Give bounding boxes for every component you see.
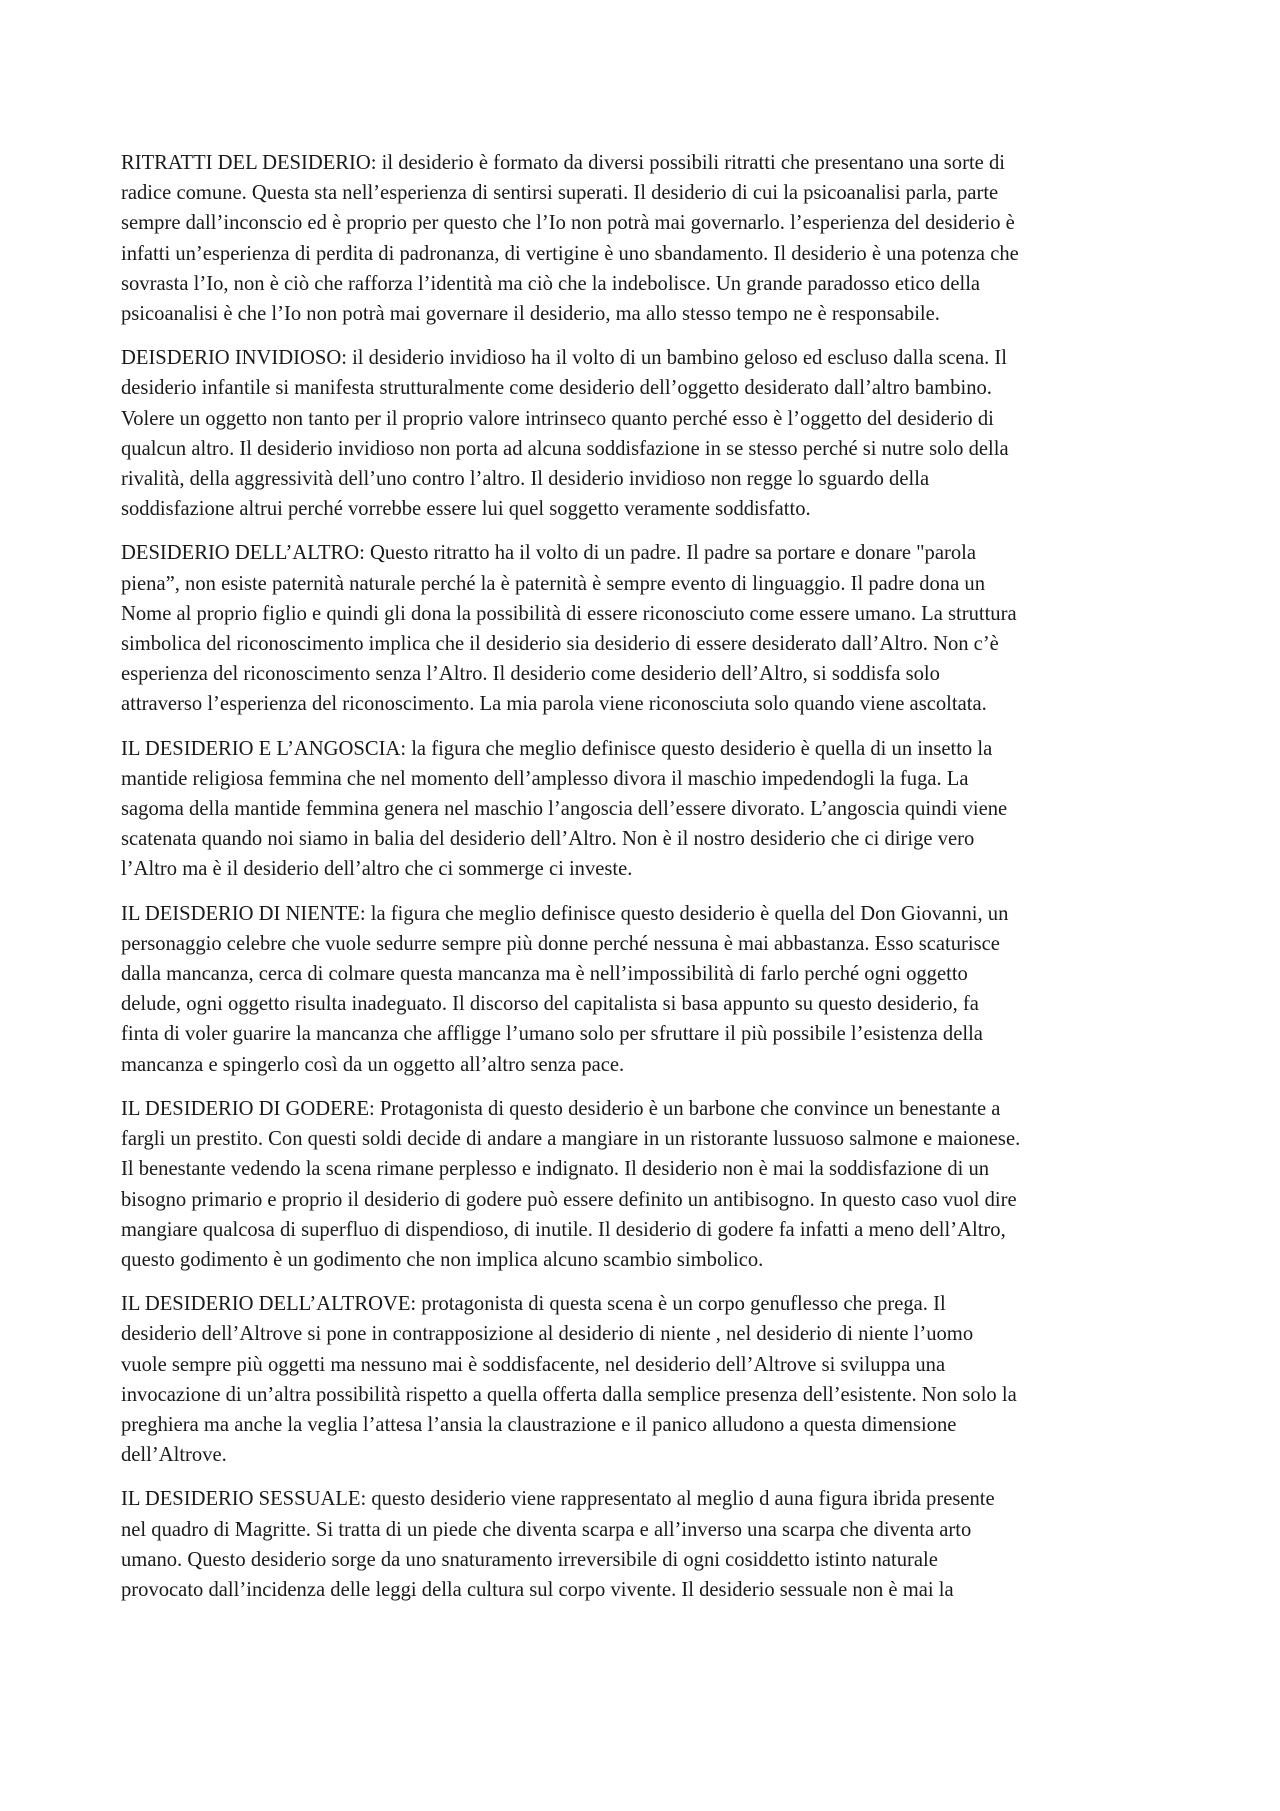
text-line: personaggio celebre che vuole sedurre sempre più donne perché nessuna è mai abbastanza. Esso scaturisce bbox=[121, 932, 1000, 955]
text-line: IL DESIDERIO DELL’ALTROVE: protagonista di questa scena è un corpo genuflesso che prega. Il bbox=[121, 1293, 946, 1316]
text-line: umano. Questo desiderio sorge da uno snaturamento irreversibile di ogni cosiddetto istinto naturale bbox=[121, 1548, 938, 1571]
paragraph-desiderio-invidioso bbox=[121, 343, 1161, 524]
paragraph-desiderio-di-godere bbox=[121, 1094, 1161, 1275]
text-line: mantide religiosa femmina che nel momento dell’amplesso divora il maschio impedendogli la fuga. La bbox=[121, 767, 969, 790]
text-line: radice comune. Questa sta nell’esperienza di sentirsi superati. Il desiderio di cui la psicoanalisi parla, parte bbox=[121, 182, 999, 205]
text-line: mangiare qualcosa di superfluo di dispendioso, di inutile. Il desiderio di godere fa infatti a meno dell’Altro, bbox=[121, 1218, 1006, 1241]
text-line: desiderio infantile si manifesta strutturalmente come desiderio dell’oggetto desiderato dall’altro bambino. bbox=[121, 377, 992, 400]
paragraph-desiderio-e-angoscia bbox=[121, 734, 1161, 885]
text-line: sagoma della mantide femmina genera nel maschio l’angoscia dell’essere divorato. L’angoscia quindi viene bbox=[121, 798, 1008, 821]
text-line: IL DESIDERIO SESSUALE: questo desiderio viene rappresentato al meglio d auna figura ibrida presente bbox=[121, 1488, 995, 1511]
text-line: desiderio dell’Altrove si pone in contrapposizione al desiderio di niente , nel desiderio di niente l’uomo bbox=[121, 1323, 974, 1346]
text-line: piena”, non esiste paternità naturale perché la è paternità è sempre evento di linguaggio. Il padre dona un bbox=[121, 572, 986, 595]
text-line: fargli un prestito. Con questi soldi decide di andare a mangiare in un ristorante lussuoso salmone e maionese. bbox=[121, 1128, 1021, 1151]
text-line: IL DESIDERIO E L’ANGOSCIA: la figura che meglio definisce questo desiderio è quella di un insetto la bbox=[121, 737, 993, 760]
text-line: simbolica del riconoscimento implica che il desiderio sia desiderio di essere desiderato dall’Altro. Non c’è bbox=[121, 633, 999, 656]
text-line: qualcun altro. Il desiderio invidioso non porta ad alcuna soddisfazione in se stesso perché si nutre solo della bbox=[121, 437, 1009, 460]
text-line: finta di voler guarire la mancanza che affligge l’umano solo per sfruttare il più possibile l’esistenza della bbox=[121, 1023, 983, 1046]
text-line: esperienza del riconoscimento senza l’Altro. Il desiderio come desiderio dell’Altro, si soddisfa solo bbox=[121, 663, 940, 686]
paragraph-desiderio-sessuale bbox=[121, 1484, 1161, 1605]
text-line: scatenata quando noi siamo in balia del desiderio dell’Altro. Non è il nostro desiderio che ci dirige vero bbox=[121, 828, 975, 851]
paragraph-desiderio-di-niente bbox=[121, 899, 1161, 1080]
text-line: rivalità, della aggressività dell’uno contro l’altro. Il desiderio invidioso non regge lo sguardo della bbox=[121, 468, 930, 491]
text-line: provocato dall’incidenza delle leggi della cultura sul corpo vivente. Il desiderio sessuale non è mai la bbox=[121, 1578, 954, 1601]
text-line: questo godimento è un godimento che non implica alcuno scambio simbolico. bbox=[121, 1248, 764, 1271]
text-line: DESIDERIO DELL’ALTRO: Questo ritratto ha il volto di un padre. Il padre sa portare e donare "parola bbox=[121, 542, 977, 565]
text-line: sempre dall’inconscio ed è proprio per questo che l’Io non potrà mai governarlo. l’esperienza del desiderio è bbox=[121, 212, 1015, 235]
paragraph-desiderio-dell-altro bbox=[121, 538, 1161, 719]
text-line: DEISDERIO INVIDIOSO: il desiderio invidioso ha il volto di un bambino geloso ed escluso dalla scena. Il bbox=[121, 347, 1007, 370]
text-line: l’Altro ma è il desiderio dell’altro che ci sommerge ci investe. bbox=[121, 858, 633, 881]
text-line: infatti un’esperienza di perdita di padronanza, di vertigine è uno sbandamento. Il desiderio è una potenza che bbox=[121, 242, 1019, 265]
text-line: bisogno primario e proprio il desiderio di godere può essere definito un antibisogno. In questo caso vuol dire bbox=[121, 1188, 1017, 1211]
text-line: Il benestante vedendo la scena rimane perplesso e indignato. Il desiderio non è mai la soddisfazione di un bbox=[121, 1158, 990, 1181]
text-line: RITRATTI DEL DESIDERIO: il desiderio è formato da diversi possibili ritratti che presentano una sorte di bbox=[121, 152, 1005, 174]
text-line: invocazione di un’altra possibilità rispetto a quella offerta dalla semplice presenza dell’esistente. Non solo la bbox=[121, 1383, 1017, 1406]
text-line: preghiera ma anche la veglia l’attesa l’ansia la claustrazione e il panico alludono a questa dimensione bbox=[121, 1413, 957, 1436]
text-line: vuole sempre più oggetti ma nessuno mai è soddisfacente, nel desiderio dell’Altrove si sviluppa una bbox=[121, 1353, 946, 1376]
text-line: mancanza e spingerlo così da un oggetto all’altro senza pace. bbox=[121, 1053, 625, 1076]
paragraph-desiderio-dell-altrove bbox=[121, 1289, 1161, 1470]
text-line: dalla mancanza, cerca di colmare questa mancanza ma è nell’impossibilità di farlo perché ogni oggetto bbox=[121, 963, 968, 986]
paragraph-ritratti-del-desiderio bbox=[121, 148, 1161, 329]
text-line: sovrasta l’Io, non è ciò che rafforza l’identità ma ciò che la indebolisce. Un grande paradosso etico della bbox=[121, 272, 981, 295]
text-line: IL DESIDERIO DI GODERE: Protagonista di questo desiderio è un barbone che convince un benestante a bbox=[121, 1097, 1001, 1120]
text-line: psicoanalisi è che l’Io non potrà mai governare il desiderio, ma allo stesso tempo ne è responsabile. bbox=[121, 303, 940, 326]
document-page bbox=[121, 148, 1161, 1619]
text-line: IL DEISDERIO DI NIENTE: la figura che meglio definisce questo desiderio è quella del Don Giovanni, un bbox=[121, 902, 1009, 925]
text-line: dell’Altrove. bbox=[121, 1444, 227, 1467]
text-line: soddisfazione altrui perché vorrebbe essere lui quel soggetto veramente soddisfatto. bbox=[121, 498, 811, 521]
text-line: nel quadro di Magritte. Si tratta di un piede che diventa scarpa e all’inverso una scarpa che diventa arto bbox=[121, 1518, 972, 1541]
text-line: attraverso l’esperienza del riconoscimento. La mia parola viene riconosciuta solo quando viene ascoltata. bbox=[121, 693, 987, 716]
text-line: Volere un oggetto non tanto per il proprio valore intrinseco quanto perché esso è l’oggetto del desiderio di bbox=[121, 407, 994, 430]
text-line: Nome al proprio figlio e quindi gli dona la possibilità di essere riconosciuto come essere umano. La struttura bbox=[121, 602, 1017, 625]
text-line: delude, ogni oggetto risulta inadeguato. Il discorso del capitalista si basa appunto su questo desiderio, fa bbox=[121, 993, 979, 1016]
